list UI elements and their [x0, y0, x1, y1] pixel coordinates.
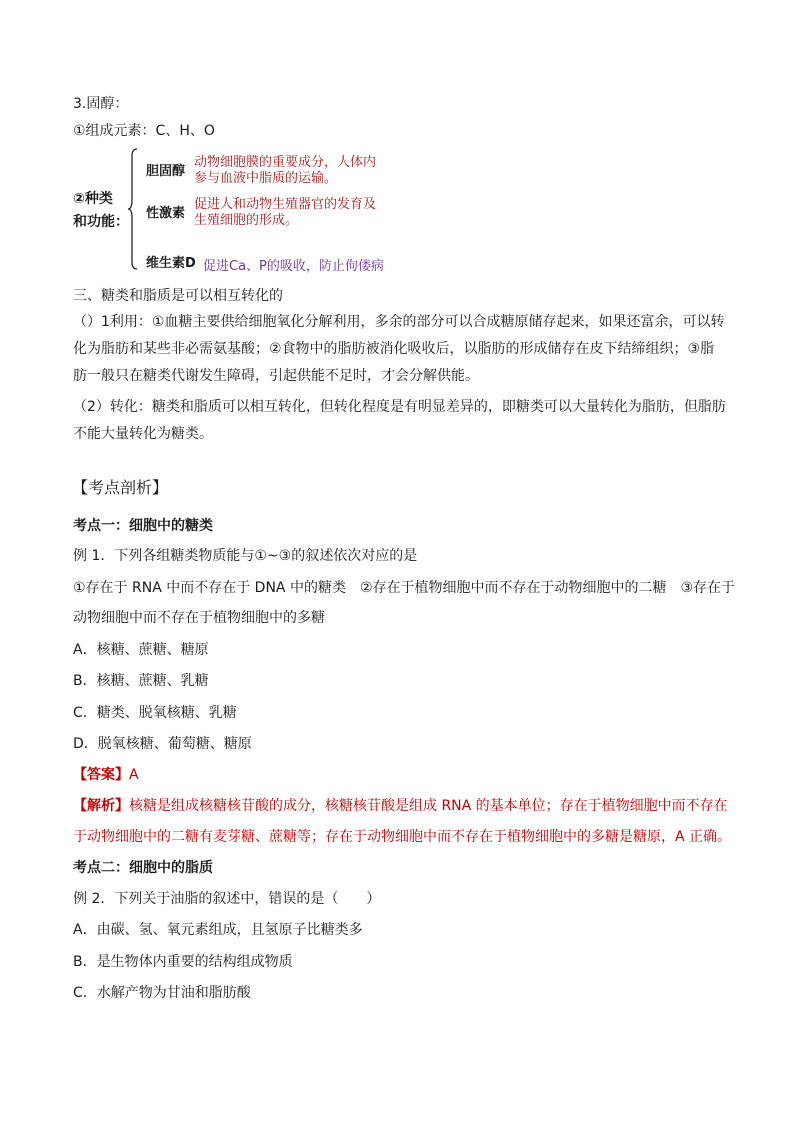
- kaodian-heading: 【考点剖析】: [72, 478, 169, 497]
- analysis-label: 【解析】: [73, 798, 129, 814]
- kp2-title: 考点二：细胞中的脂质: [73, 860, 213, 876]
- kp1-stem-line2: 动物细胞中而不存在于植物细胞中的多糖: [73, 610, 325, 626]
- kp1-question: 例 1．下列各组糖类物质能与①~③的叙述依次对应的是: [73, 548, 418, 564]
- item-sex-hormone-desc1: 促进人和动物生殖器官的发育及: [194, 197, 377, 212]
- item-cholesterol-desc2: 参与血液中脂质的运输。: [194, 171, 338, 186]
- kp1-option-b: B．核糖、蔗糖、乳糖: [73, 673, 209, 689]
- answer-label: 【答案】: [73, 767, 129, 783]
- kp1-option-a: A．核糖、蔗糖、糖原: [73, 642, 209, 658]
- kp2-option-a: A．由碳、氢、氧元素组成，且氢原子比糖类多: [73, 922, 363, 938]
- para2-line1: （2）转化：糖类和脂质可以相互转化，但转化程度是有明显差异的，即糖类可以大量转化为脂肪，但脂肪: [73, 399, 726, 415]
- sec3-kind-line2: 和功能：: [73, 214, 129, 230]
- section-three-heading: 三、糖类和脂质是可以相互转化的: [73, 288, 283, 304]
- sec3-title: 3.固醇：: [73, 96, 129, 112]
- kp1-option-c: C．糖类、脱氧核糖、乳糖: [73, 705, 237, 721]
- para1-line2: 化为脂肪和某些非必需氨基酸；②食物中的脂肪被消化吸收后，以脂肪的形成储存在皮下结缔组织；③脂: [73, 341, 715, 357]
- item-sex-hormone-name: 性激素: [146, 206, 186, 221]
- para2-line2: 不能大量转化为糖类。: [73, 426, 213, 442]
- kp1-title: 考点一：细胞中的糖类: [73, 518, 213, 534]
- item-vitamin-d-desc: 促进Ca、P的吸收，防止佝偻病: [203, 259, 384, 274]
- kp1-option-d: D．脱氧核糖、葡萄糖、糖原: [73, 736, 252, 752]
- kp1-answer: [73, 765, 139, 785]
- kp1-stem-line1: ①存在于 RNA 中而不存在于 DNA 中的糖类 ②存在于植物细胞中而不存在于动物细胞中的二糖 ③存在于: [73, 580, 736, 596]
- sec3-elements: ①组成元素：C、H、O: [73, 123, 215, 139]
- para1-line3: 肪一般只在糖类代谢发生障碍，引起供能不足时，才会分解供能。: [73, 368, 479, 384]
- para1-line1: （）1利用：①血糖主要供给细胞氧化分解利用，多余的部分可以合成糖原储存起来，如果还富余，可以转: [73, 314, 725, 330]
- item-sex-hormone-desc2: 生殖细胞的形成。: [194, 213, 299, 228]
- kp2-option-b: B．是生物体内重要的结构组成物质: [73, 954, 293, 970]
- analysis-text: 核糖是组成核糖核苷酸的成分，核糖核苷酸是组成 RNA 的基本单位；存在于植物细胞中而不存在: [129, 798, 728, 814]
- answer-value: A: [129, 767, 139, 783]
- item-vitamin-d-name: 维生素D: [146, 256, 196, 271]
- sec3-kind-line1: ②种类: [73, 191, 113, 207]
- kp1-analysis-line1: [73, 796, 728, 816]
- kp1-analysis-line2: 于动物细胞中的二糖有麦芽糖、蔗糖等；存在于动物细胞中而不存在于植物细胞中的多糖是糖原，A 正确。: [73, 829, 732, 845]
- kp2-question: 例 2．下列关于油脂的叙述中，错误的是（ ）: [73, 891, 381, 907]
- item-cholesterol-name: 胆固醇: [146, 164, 186, 179]
- kp2-option-c: C．水解产物为甘油和脂肪酸: [73, 985, 251, 1001]
- item-cholesterol-desc1: 动物细胞膜的重要成分，人体内: [194, 155, 377, 170]
- curly-brace-icon: [128, 148, 138, 270]
